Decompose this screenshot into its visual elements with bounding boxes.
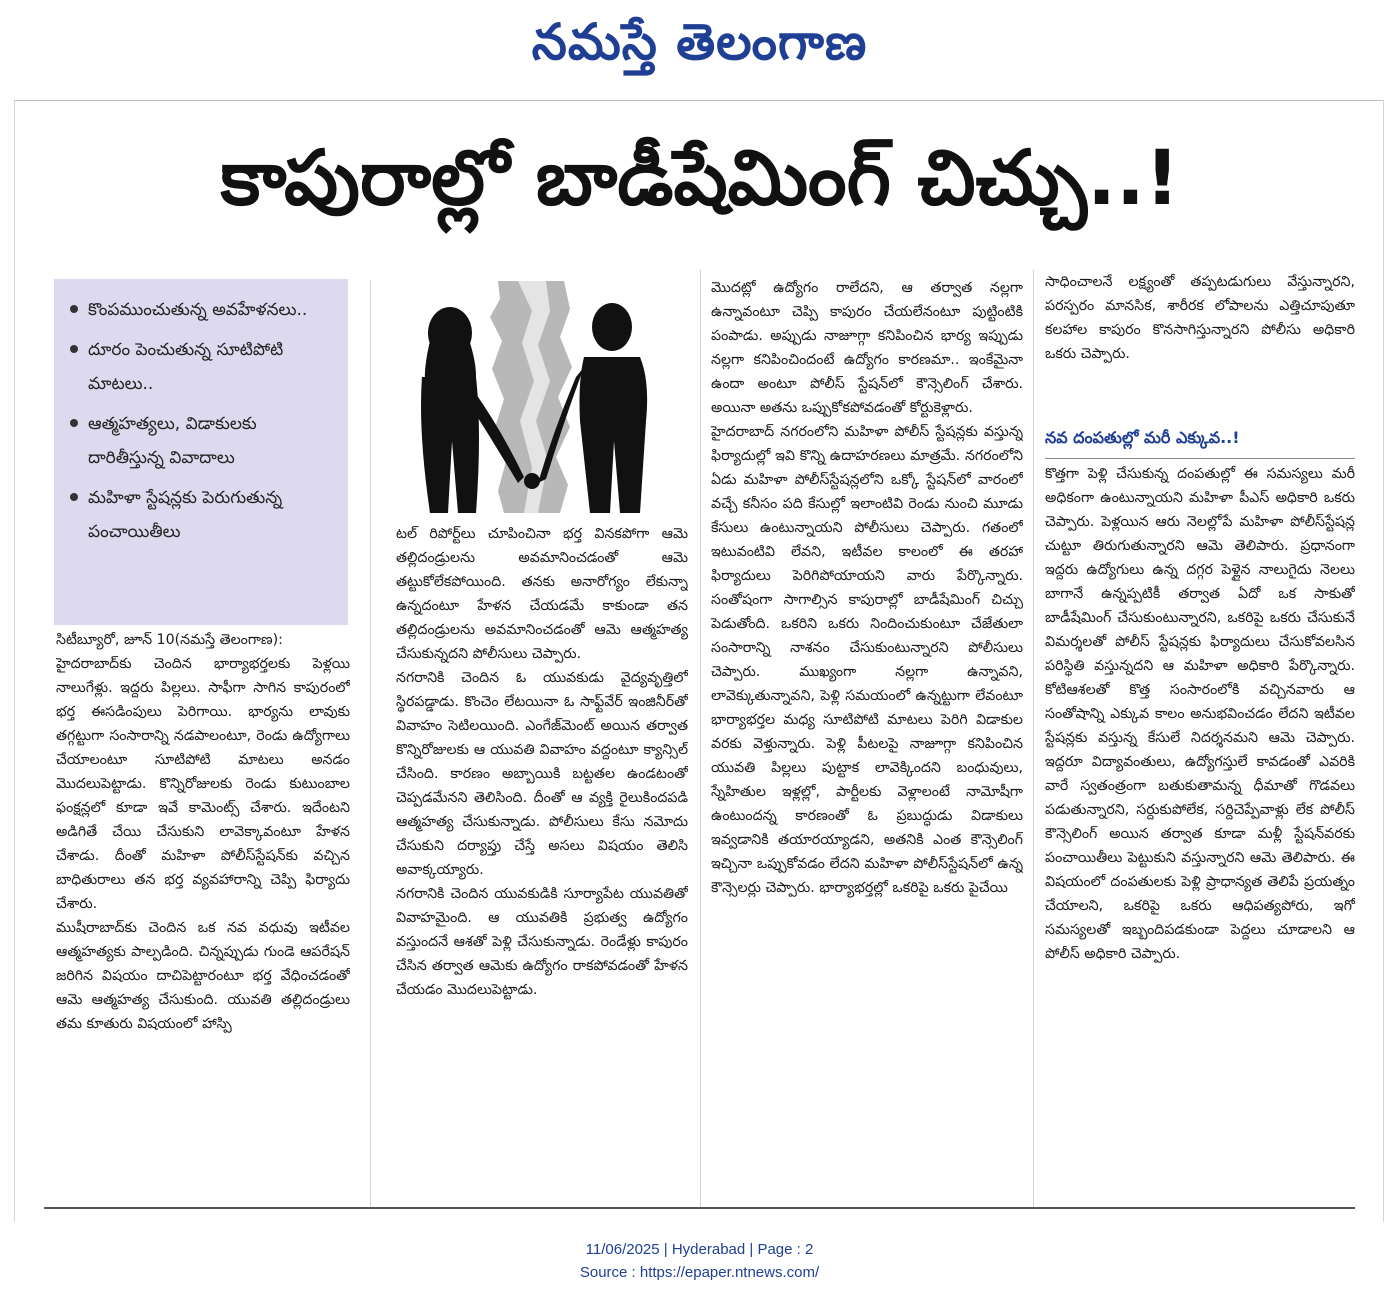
article-paragraph (56, 916, 350, 1036)
highlight-item (70, 481, 334, 549)
article-column-4-continued (1045, 462, 1355, 1218)
article-column-1 (56, 628, 350, 1218)
highlights-box (54, 279, 348, 625)
bottom-rule (44, 1207, 1355, 1209)
couple-silhouette-torn-paper-icon (378, 281, 686, 513)
column-divider (700, 270, 701, 1208)
footer-date-edition: 11/06/2025 | Hyderabad | Page : 2 (585, 1241, 814, 1258)
highlight-text: కొంపముంచుతున్న అవహేళనలు.. (88, 300, 308, 320)
highlight-item (70, 407, 334, 475)
article-photo (378, 281, 686, 513)
article-column-2 (396, 522, 688, 1218)
paragraph-text: ముషీరాబాద్‌కు చెందిన ఒక నవ వధువు ఇటీవల ఆత్మహత్యకు పాల్పడింది. చిన్నప్పుడు గుండె ఆపరేషన్ జరిగిన విషయం దాచిపెట్టారంటూ భర్త వేధించడంతో ఆమె ఆత్మహత్య చేసుకుంది. యువతి తల్లిదండ్రులు తమ కూతురు విషయంలో హాస్పి (56, 920, 350, 1032)
footer-source-link[interactable]: Source : https://epaper.ntnews.com/ (579, 1264, 820, 1281)
bullet-icon (70, 419, 78, 427)
paragraph-text: హైదరాబాద్‌కు చెందిన భార్యాభర్తలకు పెళ్లయి నాలుగేళ్లు. ఇద్దరు పిల్లలు. సాఫీగా సాగిన కాపురంలో భర్త ఈసడింపులు పెరిగాయి. భార్యను లావుకు తగ్గట్టుగా సంసారాన్ని నడపాలంటూ, రెండు ఉద్యోగాలు చేయాలంటూ సూటిపోటి మాటలు అనడం మొదలుపెట్టాడు. కొన్నిరోజులకు రెండు కుటుంబాల ఫంక్షన్లలో కూడా ఇవే కామెంట్స్ చేశారు. ఇదేంటని అడిగితే చేయి చేసుకుని లావెక్కావంటూ హేళన చేశాడు. దీంతో మహిళా పోలీస్‌స్టేషన్‌కు వచ్చిన బాధితురాలు తన భర్త వ్యవహారాన్ని చెప్పి ఫిర్యాదు చేశారు. (56, 656, 350, 912)
bullet-icon (70, 305, 78, 313)
highlight-item (70, 293, 334, 327)
article-paragraph: హైదరాబాద్ నగరంలోని మహిళా పోలీస్ స్టేషన్లకు వస్తున్న ఫిర్యాదుల్లో ఇవి కొన్ని ఉదాహరణలు మాత్రమే. నగరంలోని ఏడు మహిళా పోలీస్‌స్టేషన్లలోని ఒక్కో స్టేషన్‌లో వారంలో వచ్చే కనీసం పది కేసుల్లో ఇలాంటివి రెండు నుంచి మూడు కేసులు ఉంటున్నాయని పోలీసులు చెప్పారు. గతంలో ఇటువంటివి లేవని, ఇటీవల కాలంలో ఈ తరహా ఫిర్యాదులు పెరిగిపోయాయని వారు పేర్కొన్నారు. సంతోషంగా సాగాల్సిన కాపురాల్లో బాడీషేమింగ్ చిచ్చు పెడుతోంది. ఒకరిని ఒకరు నిందించుకుంటూ చేజేతులా సంసారాన్ని నాశనం చేసుకుంటున్నారని పోలీసులు చెప్పారు. ముఖ్యంగా నల్లగా ఉన్నావని, లావెక్కుతున్నావని, పెళ్లి సమయంలో ఉన్నట్టుగా లేవంటూ భార్యాభర్తల మధ్య సూటిపోటి మాటలు పెరిగి విడాకుల వరకు వెళ్తున్నారు. పెళ్లి పీటలపై నాజూగ్గా కనిపించిన యువతి పిల్లలు పుట్టాక లావెక్కిందని బంధువులు, స్నేహితుల ఇళ్లల్లో, పార్టీలకు వెళ్లాలంటే నామోషీగా ఉంటుందన్న కారణంతో ఓ ప్రబుద్ధుడు విడాకులు ఇవ్వడానికి తయారయ్యాడని, అతనికి ఎంత కౌన్సెలింగ్ ఇచ్చినా ఒప్పుకోవడం లేదని మహిళా పోలీస్‌స్టేషన్‌లో ఉన్న కౌన్సెలర్లు చెప్పారు. భార్యాభర్తల్లో ఒకరిపై ఒకరు పైచేయి (711, 424, 1023, 896)
masthead-logo: నమస్తే తెలంగాణ (531, 13, 868, 71)
highlight-text: ఆత్మహత్యలు, విడాకులకు దారితీస్తున్న వివాదాలు (88, 414, 257, 468)
highlight-text: మహిళా స్టేషన్లకు పెరుగుతున్న పంచాయితీలు (88, 488, 283, 542)
article-headline: కాపురాల్లో బాడీషేమింగ్ చిచ్చు..! (220, 133, 1180, 222)
article-column-3 (711, 276, 1023, 1218)
article-paragraph (56, 652, 350, 916)
bullet-icon (70, 345, 78, 353)
subhead-rule (1045, 458, 1355, 459)
section-subhead: నవ దంపతుల్లో మరీ ఎక్కువ..! (1045, 428, 1240, 447)
highlight-text: దూరం పెంచుతున్న సూటిపోటి మాటలు.. (88, 340, 284, 394)
right-border (1383, 100, 1384, 1222)
dateline: సిటీబ్యూరో, జూన్ 10(నమస్తే తెలంగాణ): (56, 632, 283, 648)
article-paragraph (396, 882, 688, 1002)
article-column-4 (1045, 270, 1355, 1218)
top-rule (14, 100, 1384, 101)
article-paragraph: కొత్తగా పెళ్లి చేసుకున్న దంపతుల్లో ఈ సమస్యలు మరీ అధికంగా ఉంటున్నాయని మహిళా పీఎస్ అధికారి ఒకరు చెప్పారు. పెళ్లయిన ఆరు నెలల్లోపే మహిళా పోలీస్‌స్టేషన్ల చుట్టూ తిరుగుతున్నారని ఆమె తెలిపారు. ప్రధానంగా ఇద్దరు ఉద్యోగులు ఉన్న దగ్గర పెళ్లైన నాలుగైదు నెలలు బాగానే ఉన్నప్పటికీ తర్వాత ఏదో ఒక సాకుతో బాడీషేమింగ్ చేసుకుంటున్నారని, ఒకరిపై ఒకరు చేసుకునే విమర్శలతో పోలీస్ స్టేషన్లకు ఫిర్యాదులు చేసుకోవలసిన పరిస్థితి వస్తున్నదని ఆ మహిళా అధికారి పేర్కొన్నారు. కోటిఆశలతో కొత్త సంసారంలోకి వచ్చినవారు ఆ సంతోషాన్ని ఎక్కువ కాలం అనుభవించడం లేదని ఇటీవల స్టేషన్లకు వస్తున్న కేసులే నిదర్శనమని ఆమె చెప్పారు. ఇద్దరూ విద్యావంతులు, ఉద్యోగస్తులే కావడంతో ఎవరికి వారే స్వతంత్రంగా బతుకుతామన్న ధీమాతో గొడవలు పడుతున్నారని, సర్దుకుపోలేక, సర్దిచెప్పేవాళ్లు లేక పోలీస్ కౌన్సెలింగ్ అయిన తర్వాత కూడా మళ్లీ స్టేషన్‌వరకు పంచాయితీలు పెట్టుకుని వస్తున్నారని ఆమె తెలిపారు. ఈ విషయంలో దంపతులకు పెళ్లి ప్రాధాన్యత తెలిపే ప్రయత్నం చేయాలని, ఒకరిపై ఒకరు ఆధిపత్యపోరు, ఇగో సమస్యలతో ఇబ్బందిపడకుండా పెద్దలు చూడాలని ఆ పోలీస్ అధికారి చెప్పారు. (1045, 466, 1355, 962)
article-paragraph (396, 666, 688, 882)
paragraph-text: నగరానికి చెందిన ఓ యువకుడు వైద్యవృత్తిలో స్థిరపడ్డాడు. కొంచెం లేటయినా ఓ సాఫ్ట్‌వేర్ ఇంజినీర్‌తో వివాహం సెటిలయింది. ఎంగేజ్‌మెంట్ అయిన తర్వాత కొన్నిరోజులకు ఆ యువతి వివాహం వద్దంటూ క్యాన్సిల్ చేసింది. కారణం అబ్బాయికి బట్టతల ఉండటంతో చెప్పడమేనని తెలిసింది. దీంతో ఆ వ్యక్తి రైలుకిందపడి ఆత్మహత్య చేసుకున్నాడు. పోలీసులు కేసు నమోదు చేసుకుని దర్యాప్తు చేస్తే అసలు విషయం తెలిసి అవాక్కయ్యారు. (396, 670, 688, 878)
column-divider (1033, 270, 1034, 1208)
article-paragraph: సాధించాలనే లక్ష్యంతో తప్పటడుగులు వేస్తున్నారని, పరస్పరం మానసిక, శారీరక లోపాలను ఎత్తిచూపుతూ కలహాల కాపురం కొనసాగిస్తున్నారని పోలీసు అధికారి ఒకరు చెప్పారు. (1045, 274, 1355, 362)
paragraph-text: నగరానికి చెందిన యువకుడికి సూర్యాపేట యువతితో వివాహమైంది. ఆ యువతికి ప్రభుత్వ ఉద్యోగం వస్తుందనే ఆశతో పెళ్లి చేసుకున్నాడు. రెండేళ్లు కాపురం చేసిన తర్వాత ఆమెకు ఉద్యోగం రాకపోవడంతో హేళన చేయడం మొదలుపెట్టాడు. (396, 886, 688, 998)
highlight-item (70, 333, 334, 401)
column-divider (370, 280, 371, 1208)
left-border (14, 100, 15, 1222)
article-paragraph: టల్ రిపోర్ట్‌లు చూపించినా భర్త వినకపోగా ఆమె తల్లిదండ్రులను అవమానించడంతో ఆమె తట్టుకోలేకపోయింది. తనకు అనారోగ్యం లేకున్నా ఉన్నదంటూ హేళన చేయడమే కాకుండా తన తల్లిదండ్రులను అవమానించడంతో ఆమె ఆత్మహత్య చేసుకున్నదని పోలీసులు చెప్పారు. (396, 526, 688, 662)
bullet-icon (70, 493, 78, 501)
article-paragraph: మొదట్లో ఉద్యోగం రాలేదని, ఆ తర్వాత నల్లగా ఉన్నావంటూ చెప్పి కాపురం చేయలేనంటూ పుట్టింటికి పంపాడు. అప్పుడు నాజూగ్గా కనిపించిన భార్య ఇప్పుడు నల్లగా కనిపించిందంటే ఉద్యోగం కారణమా.. ఇంకేమైనా ఉందా అంటూ పోలీస్ స్టేషన్‌లో కౌన్సెలింగ్ చేశారు. అయినా అతను ఒప్పుకోకపోవడంతో కోర్టుకెళ్లారు. (711, 280, 1023, 416)
